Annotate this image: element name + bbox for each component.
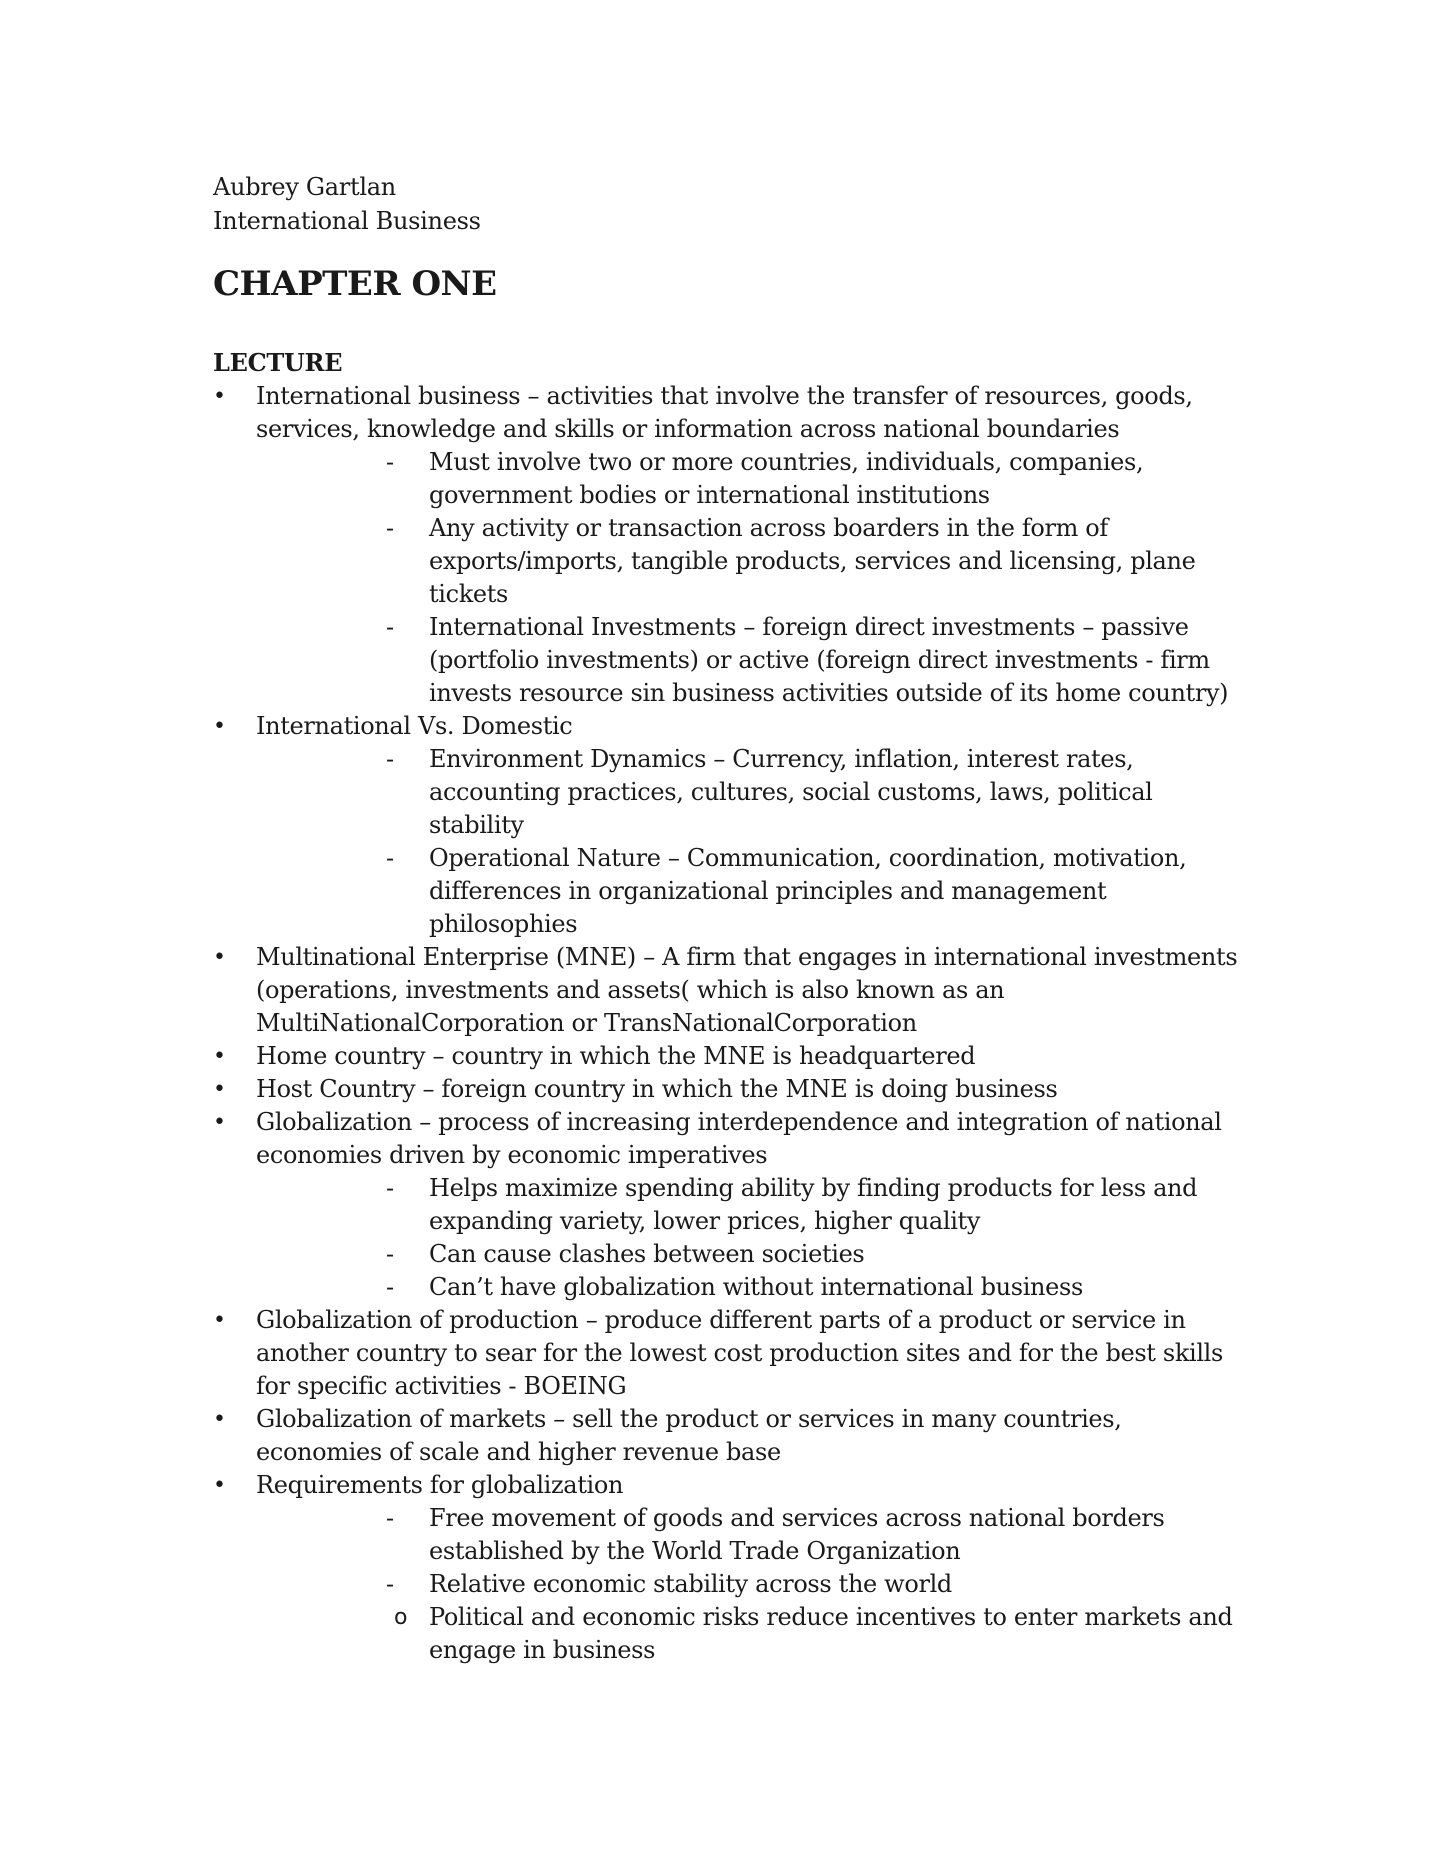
dash-icon: - — [386, 448, 394, 476]
sub-item-text: Must involve two or more countries, individuals, companies, government bodies or international institutions — [429, 448, 1144, 509]
sub-item-list — [256, 446, 1253, 710]
sub-item — [256, 611, 1253, 710]
sub-item-text: Free movement of goods and services across national borders established by the World Trade Organization — [429, 1504, 1165, 1565]
bullet-icon: • — [213, 1044, 226, 1069]
bullet-text: Multinational Enterprise (MNE) – A firm that engages in international investments (operations, investments and assets( which is also known as an MultiNationalCorporation or TransNationalCorporation — [256, 943, 1238, 1037]
sub-item-list — [256, 1502, 1253, 1667]
dash-icon: - — [386, 844, 394, 872]
circle-bullet-icon: o — [394, 1605, 408, 1630]
bullet-item — [213, 1403, 1253, 1469]
dash-icon: - — [386, 613, 394, 641]
bullet-item — [213, 380, 1253, 710]
sub-item-text: Environment Dynamics – Currency, inflation, interest rates, accounting practices, cultures, social customs, laws, political stability — [429, 745, 1153, 839]
bullet-item — [213, 1040, 1253, 1073]
dash-icon: - — [386, 745, 394, 773]
sub-item-text: Relative economic stability across the world — [429, 1570, 952, 1598]
bullet-icon: • — [213, 1077, 226, 1102]
bullet-icon: • — [213, 1110, 226, 1135]
course-name: International Business — [213, 207, 481, 235]
bullet-icon: • — [213, 384, 226, 409]
chapter-title: CHAPTER ONE — [213, 264, 497, 304]
sub-item-text: Can’t have globalization without international business — [429, 1273, 1083, 1301]
bullet-item — [213, 941, 1253, 1040]
sub-item-list — [256, 1172, 1253, 1304]
bullet-icon: • — [213, 1308, 226, 1333]
sub-item-text: Political and economic risks reduce incentives to enter markets and engage in business — [429, 1603, 1233, 1664]
document-page — [213, 170, 1253, 1667]
bullet-icon: • — [213, 1473, 226, 1498]
lecture-bullet-list — [213, 380, 1253, 1667]
sub-item-text: Operational Nature – Communication, coordination, motivation, differences in organizational principles and management philosophies — [429, 844, 1187, 938]
sub-item — [256, 743, 1253, 842]
sub-item — [256, 842, 1253, 941]
author-name: Aubrey Gartlan — [213, 173, 396, 201]
section-heading: LECTURE — [213, 348, 343, 377]
dash-icon: - — [386, 1174, 394, 1202]
sub-item — [256, 446, 1253, 512]
sub-item-text: Can cause clashes between societies — [429, 1240, 865, 1268]
bullet-item — [213, 710, 1253, 941]
bullet-item — [213, 1469, 1253, 1667]
bullet-text: Globalization of markets – sell the product or services in many countries, economies of scale and higher revenue base — [256, 1405, 1122, 1466]
bullet-item — [213, 1106, 1253, 1304]
dash-icon: - — [386, 1570, 394, 1598]
sub-item — [256, 1568, 1253, 1601]
sub-item-list — [256, 743, 1253, 941]
sub-item — [256, 1601, 1253, 1667]
bullet-text: International Vs. Domestic — [256, 712, 573, 740]
bullet-icon: • — [213, 945, 226, 970]
sub-item-text: International Investments – foreign direct investments – passive (portfolio investments) or active (foreign direct investments - firm invests resource sin business activities outside of its home country) — [429, 613, 1229, 707]
sub-item-text: Helps maximize spending ability by finding products for less and expanding variety, lower prices, higher quality — [429, 1174, 1198, 1235]
bullet-item — [213, 1304, 1253, 1403]
bullet-text: International business – activities that involve the transfer of resources, goods, services, knowledge and skills or information across national boundaries — [256, 382, 1193, 443]
sub-item-text: Any activity or transaction across boarders in the form of exports/imports, tangible products, services and licensing, plane tickets — [429, 514, 1196, 608]
dash-icon: - — [386, 1504, 394, 1532]
dash-icon: - — [386, 1273, 394, 1301]
sub-item — [256, 1238, 1253, 1271]
bullet-icon: • — [213, 1407, 226, 1432]
sub-item — [256, 1172, 1253, 1238]
bullet-icon: • — [213, 714, 226, 739]
bullet-item — [213, 1073, 1253, 1106]
dash-icon: - — [386, 1240, 394, 1268]
bullet-text: Globalization – process of increasing interdependence and integration of national economies driven by economic imperatives — [256, 1108, 1222, 1169]
sub-item — [256, 1502, 1253, 1568]
bullet-text: Requirements for globalization — [256, 1471, 624, 1499]
sub-item — [256, 1271, 1253, 1304]
bullet-text: Globalization of production – produce different parts of a product or service in another country to sear for the lowest cost production sites and for the best skills for specific activities - BOEING — [256, 1306, 1223, 1400]
dash-icon: - — [386, 514, 394, 542]
sub-item — [256, 512, 1253, 611]
bullet-text: Home country – country in which the MNE is headquartered — [256, 1042, 976, 1070]
bullet-text: Host Country – foreign country in which the MNE is doing business — [256, 1075, 1058, 1103]
